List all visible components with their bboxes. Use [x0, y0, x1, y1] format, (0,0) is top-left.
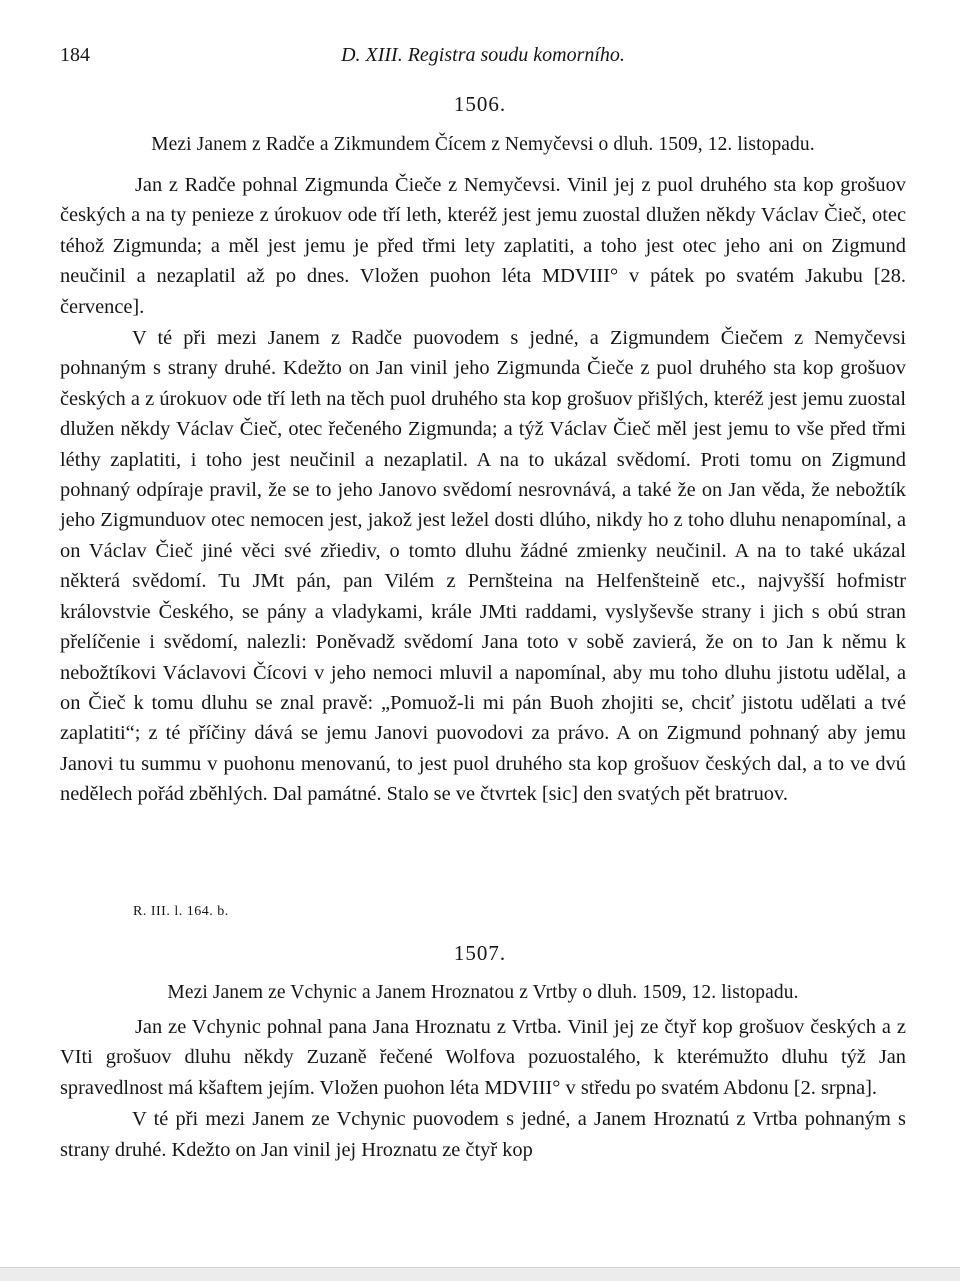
page-header — [60, 44, 906, 74]
entry-paragraph: V té při mezi Janem ze Vchynic puovodem s jedné, a Janem Hroznatú z Vrtba pohnaným s strany druhé. Kdežto on Jan vinil jej Hroznatu ze čtyř kop — [60, 1108, 906, 1161]
page-bottom-edge — [0, 1267, 960, 1281]
entry-paragraph: Jan z Radče pohnal Zigmunda Čieče z Nemyčevsi. Vinil jej z puol druhého sta kop grošuov českých a na ty penieze z úrokuov ode tří leth, kteréž jest jemu zuostal dlužen někdy Václav Čieč, otec téhož Zigmunda; a měl jest jemu je před třmi lety zaplatiti, a toho jest otec jeho ani on Zigmund neučinil a nezaplatil až po dnes. Vložen puohon léta MDVIII° v pátek po svatém Jakubu [28. července]. — [60, 174, 906, 318]
entry-heading: Mezi Janem ze Vchynic a Janem Hroznatou z Vrtby o dluh. 1509, 12. listopadu. — [167, 982, 799, 1003]
entry-body — [60, 1012, 906, 1165]
entry-heading: Mezi Janem z Radče a Zikmundem Čícem z Nemyčevsi o dluh. 1509, 12. listopadu. — [151, 134, 815, 155]
entry-body — [60, 170, 906, 810]
entry-number: 1506. — [453, 92, 507, 116]
page-number: 184 — [60, 44, 90, 66]
running-head: D. XIII. Registra soudu komorního. — [341, 44, 625, 66]
entry-number: 1507. — [453, 941, 507, 965]
entry-paragraph: V té při mezi Janem z Radče puovodem s jedné, a Zigmundem Čiečem z Nemyčevsi pohnaným s strany druhé. Kdežto on Jan vinil jeho Zigmunda Čieče z puol druhého sta kop grošuov českých a z úrokuov ode tří leth na těch puol druhého sta kop grošuov přišlých, kteréž jest jemu zuostal dlužen někdy Václav Čieč, otec řečeného Zigmunda; a týž Václav Čieč měl jest jemu to vše před třmi léthy zaplatiti, i toho jest neučinil a nezaplatil. A na to ukázal svědomí. Proti tomu on Zigmund pohnaný odpíraje pravil, že se to jeho Janovo svědomí nesrovnává, a také že on Jan věda, že nebožtík jeho Zigmunduov otec nemocen jest, jakož jest ležel dosti dlúho, nikdy ho z toho dluhu nenapomínal, a on Václav Čieč jiné věci své zřiediv, o tomto dluhu žádné zmienky neučinil. A na to také ukázal některá svědomí. Tu JMt pán, pan Vilém z Pernšteina na Helfenšteině etc., najvyšší hofmistr královstvie Českého, se pány a vladykami, krále JMti raddami, vyslyševše strany i jich s obú stran přelíčenie i svědomí, nalezli: Poněvadž svědomí Jana toto v sobě zavierá, že on to Jan k němu k nebožtíkovi Václavovi Čícovi v jeho nemoci mluvil a napomínal, aby mu toho dluhu jistotu udělal, a on Čieč k tomu dluhu se znal pravě: „Pomuož-li mi pán Buoh zhojiti se, chciť jistotu udělati a tvé zaplatiti“; z té příčiny dává se jemu Janovi puovodovi za právo. A on Zigmund pohnaný aby jemu Janovi tu summu v puohonu menovanú, to jest puol druhého sta kop grošuov českých dal, a to ve dvú nedělech pořád zběhlých. Dal památné. Stalo se ve čtvrtek [sic] den svatých pět bratruov. — [60, 327, 906, 806]
entry-paragraph: Jan ze Vchynic pohnal pana Jana Hroznatu z Vrtba. Vinil jej ze čtyř kop grošuov českých a z VIti grošuov dluhu někdy Zuzaně řečené Wolfova pozuostalého, k kterémužto dluhu týž Jan spravedlnost má kšaftem jejím. Vložen puohon léta MDVIII° v středu po svatém Abdonu [2. srpna]. — [60, 1016, 906, 1099]
source-reference: R. III. l. 164. b. — [133, 904, 229, 919]
